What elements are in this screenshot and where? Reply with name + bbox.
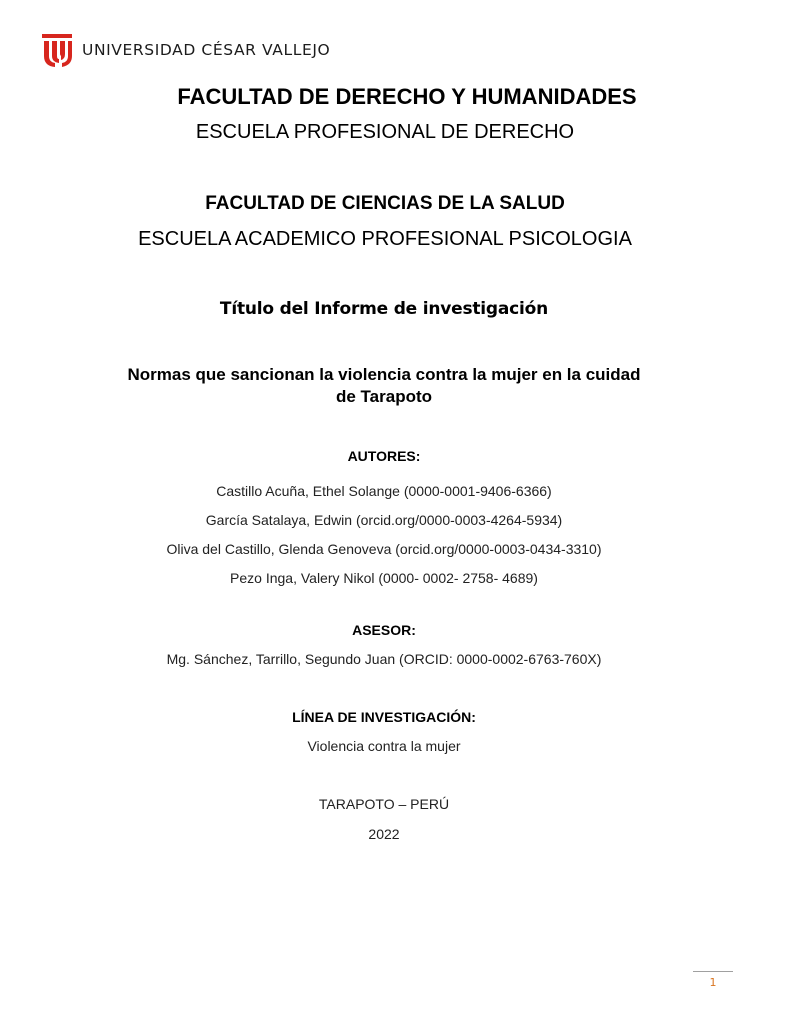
advisor-name: Mg. Sánchez, Tarrillo, Segundo Juan (ORCID: 0000-0002-6763-760X)	[166, 651, 602, 667]
year: 2022	[368, 826, 400, 842]
university-logo	[40, 30, 331, 70]
faculty-title-2: FACULTAD DE CIENCIAS DE LA SALUD	[205, 193, 565, 214]
author-item: Castillo Acuña, Ethel Solange (0000-0001-9406-6366)	[216, 483, 552, 499]
author-item: Pezo Inga, Valery Nikol (0000- 0002- 2758- 4689)	[230, 570, 538, 586]
place: TARAPOTO – PERÚ	[318, 796, 450, 812]
report-title-label: Título del Informe de investigación	[219, 299, 549, 319]
author-item: García Satalaya, Edwin (orcid.org/0000-0003-4264-5934)	[205, 512, 563, 528]
report-title-line-2: de Tarapoto	[335, 387, 433, 406]
school-title-1: ESCUELA PROFESIONAL DE DERECHO	[195, 121, 575, 143]
page-number: 1	[709, 976, 717, 989]
report-title-line-1: Normas que sancionan la violencia contra la mujer en la cuidad	[127, 365, 641, 384]
authors-list	[0, 477, 768, 593]
research-line-label: LÍNEA DE INVESTIGACIÓN:	[292, 709, 476, 725]
advisor-label: ASESOR:	[352, 622, 416, 638]
faculty-title-1: FACULTAD DE DERECHO Y HUMANIDADES	[177, 84, 637, 109]
school-title-2: ESCUELA ACADEMICO PROFESIONAL PSICOLOGIA	[138, 228, 632, 250]
university-name: UNIVERSIDAD CÉSAR VALLEJO	[82, 41, 331, 59]
report-title	[0, 364, 768, 408]
authors-label: AUTORES:	[347, 448, 421, 464]
author-item: Oliva del Castillo, Glenda Genoveva (orcid.org/0000-0003-0434-3310)	[166, 541, 602, 557]
page-number-rule	[693, 971, 733, 972]
research-line-value: Violencia contra la mujer	[307, 738, 461, 754]
ucv-logo-icon	[40, 32, 74, 68]
